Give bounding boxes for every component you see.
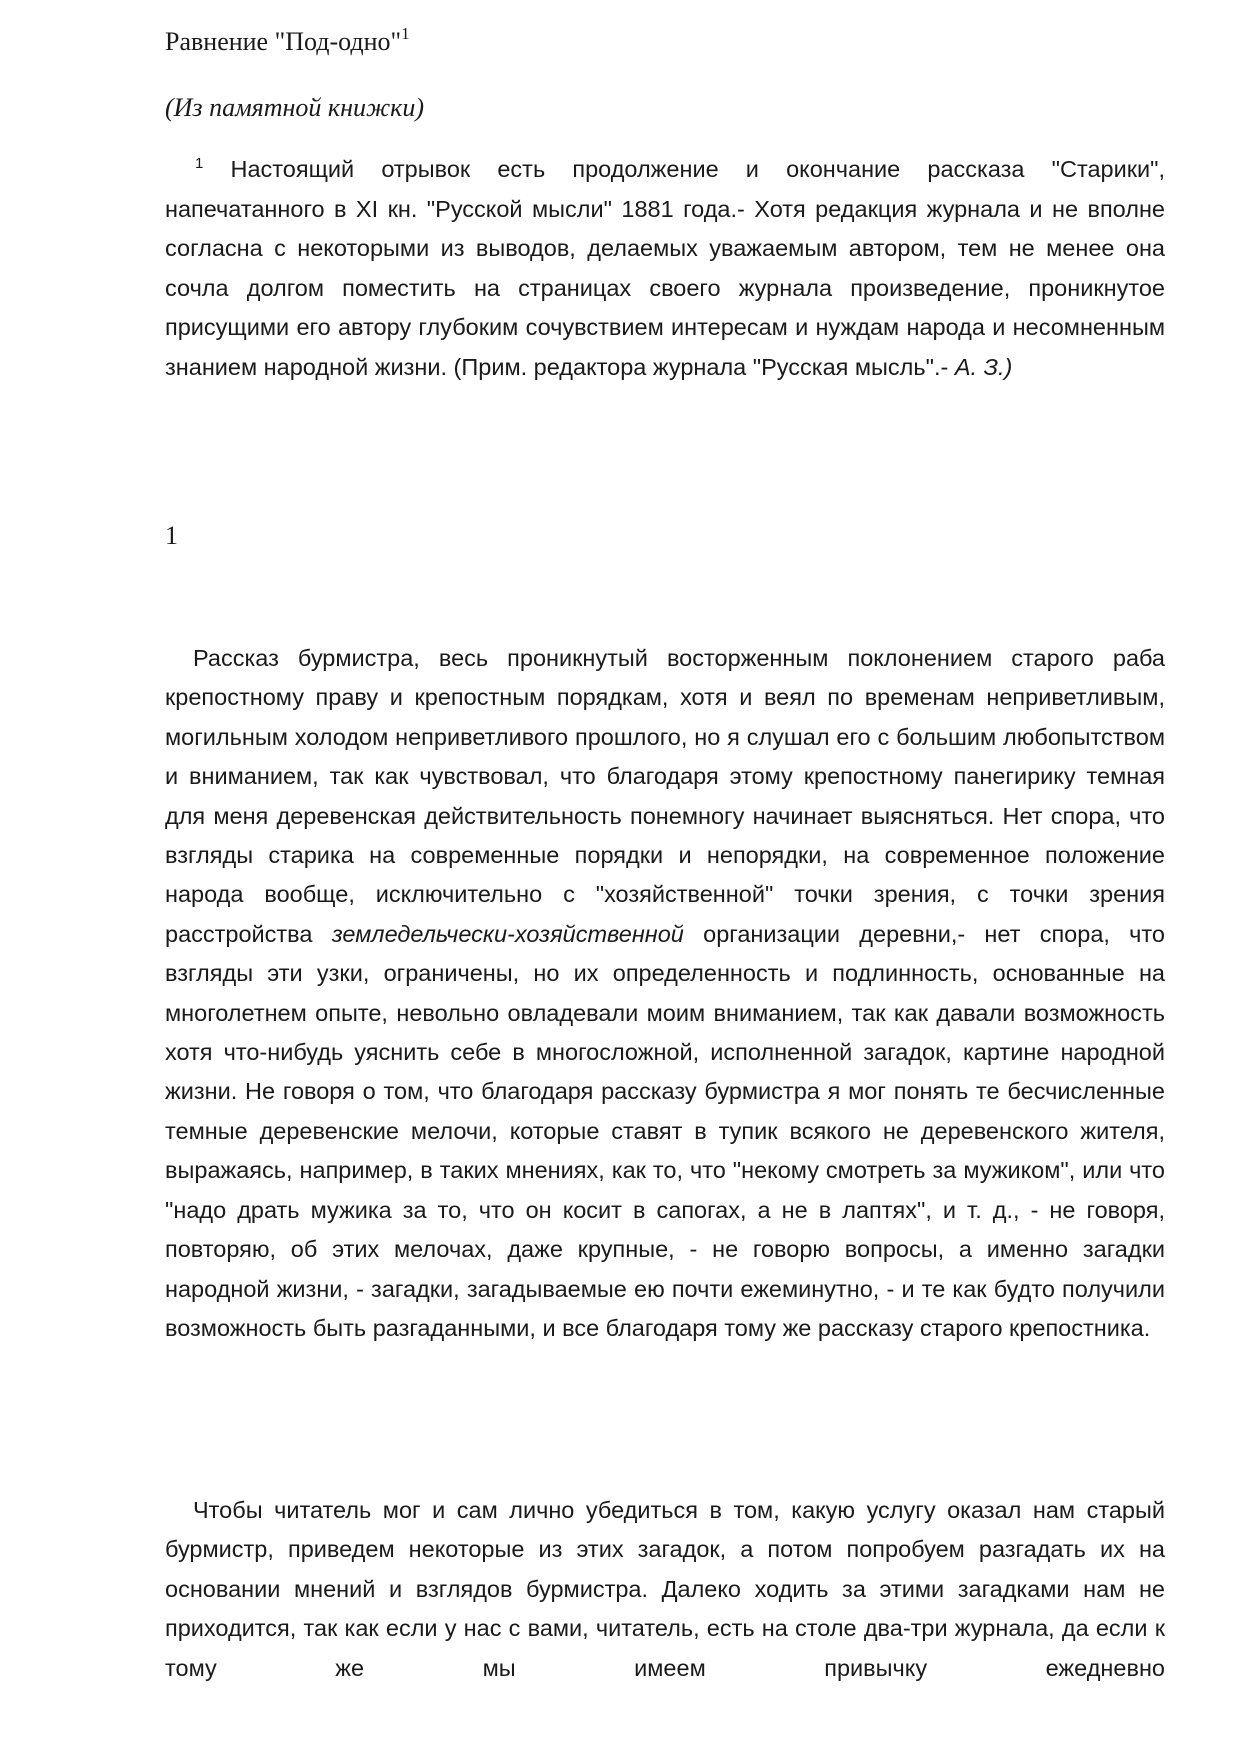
- paragraph-1-emphasis: земледельчески-хозяйственной: [331, 920, 684, 947]
- title-text: Равнение "Под-одно": [165, 27, 402, 56]
- title-footnote-mark[interactable]: 1: [401, 24, 410, 43]
- paragraph-2: Чтобы читатель мог и сам лично убедиться в том, какую услугу оказал нам старый бурмистр, приведем некоторые из этих загадок, а потом попробуем разгадать их на основании мнений и взглядов бурмистра. Далеко ходить за этими загадками нам не приходится, так как если у нас с вами, читатель, есть на столе два-три журнала, да если к тому же мы имеем привычку ежедневно: [165, 1497, 1165, 1681]
- paragraph-1-text-end: организации деревни,- нет спора, что взгляды эти узки, ограничены, но их определенность и подлинность, основанные на многолетнем опыте, невольно овладевали моим вниманием, так как давали возможность хотя что-нибудь уяснить себе в многосложной, исполненной загадок, картине народной жизни. Не говоря о том, что благодаря рассказу бурмистра я мог понять те бесчисленные темные деревенские мелочи, которые ставят в тупик всякого не деревенского жителя, выражаясь, например, в таких мнениях, как то, что "некому смотреть за мужиком", или что "надо драть мужика за то, что он косит в сапогах, а не в лаптях", и т. д., - не говоря, повторяю, об этих мелочах, даже крупные, - не говорю вопросы, а именно загадки народной жизни, - загадки, загадываемые ею почти ежеминутно, - и те как будто получили возможность быть разгаданными, и все благодаря тому же рассказу старого крепостника.: [165, 920, 1165, 1341]
- section-number: 1: [165, 521, 178, 550]
- footnote-mark: 1: [195, 155, 204, 172]
- paragraph-1: [165, 639, 1165, 1348]
- paragraph-1-text-start: Рассказ бурмистра, весь проникнутый восторженным поклонением старого раба крепостному праву и крепостным порядкам, хотя и веял по временам неприветливым, могильным холодом неприветливого прошлого, но я слушал его с большим любопытством и вниманием, так как чувствовал, что благодаря этому крепостному панегирику темная для меня деревенская действительность понемногу начинает выясняться. Нет спора, что взгляды старика на современные порядки и непорядки, на современное положение народа вообще, исключительно с "хозяйственной" точки зрения, с точки зрения расстройства: [165, 645, 1165, 947]
- footnote-signature: А. З.): [954, 353, 1013, 380]
- footnote-text: Настоящий отрывок есть продолжение и окончание рассказа "Старики", напечатанного в XI кн. "Русской мысли" 1881 года.- Хотя редакция журнала и не вполне согласна с некоторыми из выводов, делаемых уважаемым автором, тем не менее она сочла долгом поместить на страницах своего журнала произведение, проникнутое присущими его автору глубоким сочувствием интересам и нуждам народа и несомненным знанием народной жизни. (Прим. редактора журнала "Русская мысль".-: [165, 156, 1166, 380]
- footnote: [165, 150, 1165, 387]
- document-title: [165, 26, 410, 57]
- document-subtitle: (Из памятной книжки): [165, 93, 424, 122]
